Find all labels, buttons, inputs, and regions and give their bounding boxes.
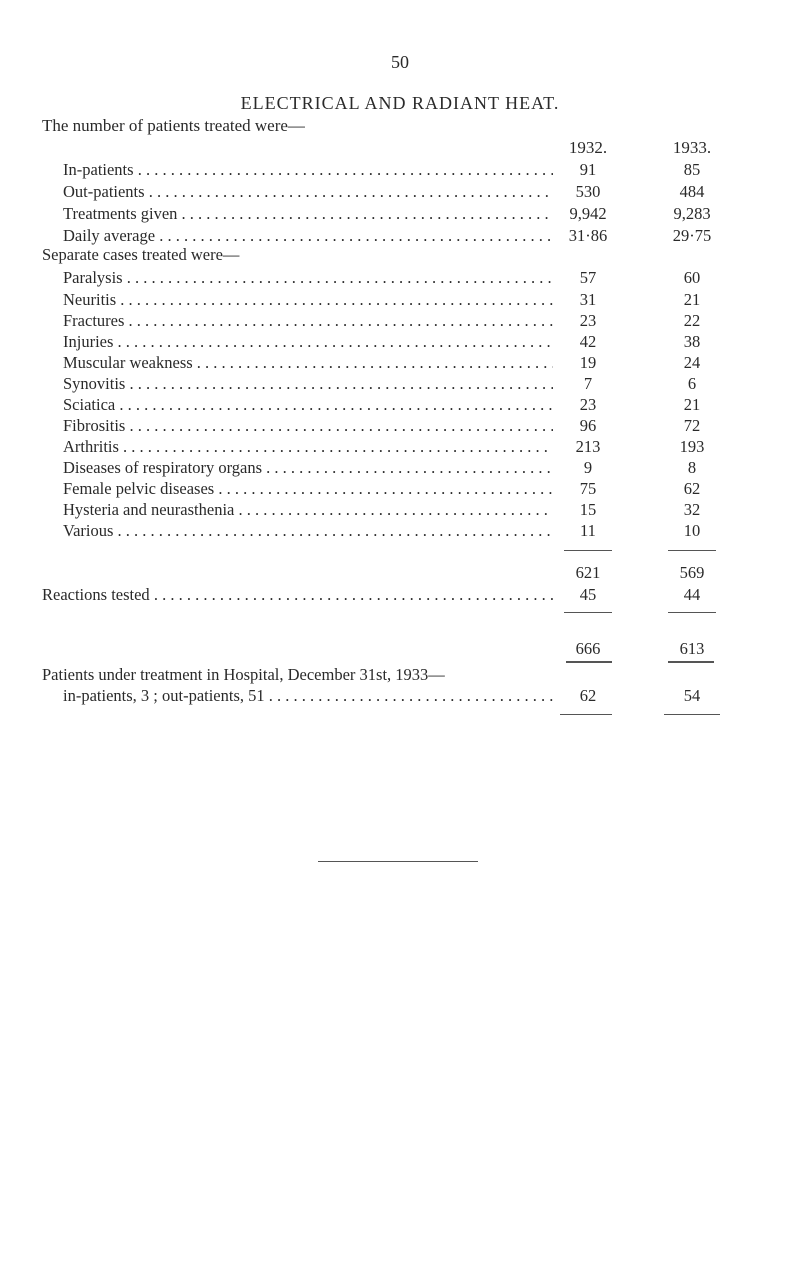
table-row [63, 500, 723, 520]
value-1932: 19 [579, 353, 597, 372]
total-rule-1933 [668, 612, 716, 613]
value-1932: 42 [579, 332, 597, 351]
table-row [63, 521, 723, 541]
value-1933: 6 [687, 374, 697, 393]
value-1933: 8 [687, 458, 697, 477]
value-1932: 91 [579, 160, 597, 179]
table-row [63, 332, 723, 352]
table-row [63, 437, 723, 457]
value-1933: 10 [683, 521, 701, 540]
value-1933: 24 [683, 353, 701, 372]
total-row [63, 639, 723, 659]
value-1933: 72 [683, 416, 701, 435]
table-row [63, 479, 723, 499]
row-label: Reactions tested . . . [42, 585, 553, 605]
value-1932: 15 [579, 500, 597, 519]
value-1932: 530 [575, 182, 601, 201]
row-label: Female pelvic diseases . . . [63, 479, 553, 499]
double-rule-1933 [668, 661, 714, 663]
closing-rule [318, 861, 478, 862]
row-label: Various . . . [63, 521, 553, 541]
table-row [63, 458, 723, 478]
table-row [63, 182, 723, 202]
reactions-row [42, 585, 723, 605]
value-1933: 9,283 [673, 204, 711, 223]
value-1932: 9,942 [569, 204, 607, 223]
row-label: Paralysis . . . [63, 268, 553, 288]
value-1932: 96 [579, 416, 597, 435]
value-1932: 23 [579, 311, 597, 330]
double-rule-1932 [566, 661, 612, 663]
row-label: Treatments given . . . [63, 204, 553, 224]
row-label: Injuries . . . [63, 332, 553, 352]
value-1932: 9 [583, 458, 593, 477]
total-1932: 666 [575, 639, 601, 658]
value-1933: 21 [683, 395, 701, 414]
section-label: Separate cases treated were— [42, 245, 240, 264]
footer-row [63, 686, 723, 706]
table-row [63, 204, 723, 224]
table-row [63, 160, 723, 180]
value-1932: 75 [579, 479, 597, 498]
value-1933: 85 [683, 160, 701, 179]
value-1932: 213 [575, 437, 601, 456]
value-1933: 44 [683, 585, 701, 604]
value-1932: 11 [580, 521, 596, 540]
value-1933: 29·75 [672, 226, 712, 245]
subtotal-1933: 569 [679, 563, 705, 582]
subtotal-row [63, 563, 723, 583]
table-row [63, 416, 723, 436]
row-label: Diseases of respiratory organs . . . [63, 458, 553, 478]
value-1932: 7 [583, 374, 593, 393]
value-1932: 45 [579, 585, 597, 604]
value-1933: 32 [683, 500, 701, 519]
table-row [63, 268, 723, 288]
table-row [63, 374, 723, 394]
footer-rule-1932 [560, 714, 612, 715]
row-label: Arthritis . . . [63, 437, 553, 457]
row-label: Fractures . . . [63, 311, 553, 331]
value-1933: 38 [683, 332, 701, 351]
table-row [63, 395, 723, 415]
subtotal-1932: 621 [575, 563, 601, 582]
subtotal-rule-1933 [668, 550, 716, 551]
intro-text: The number of patients treated were— [42, 116, 305, 135]
row-label: Synovitis . . . [63, 374, 553, 394]
value-1933: 22 [683, 311, 701, 330]
value-1933: 484 [679, 182, 705, 201]
row-label: In-patients . . . [63, 160, 553, 180]
year-header-1932: 1932. [568, 138, 608, 157]
value-1932: 31·86 [568, 226, 608, 245]
footer-text-line2: in-patients, 3 ; out-patients, 51 . . . [63, 686, 553, 706]
table-row [63, 226, 723, 246]
footer-text-line1: Patients under treatment in Hospital, December 31st, 1933— [42, 665, 445, 684]
value-1933: 21 [683, 290, 701, 309]
row-label: Daily average . . . [63, 226, 553, 246]
row-label: Neuritis . . . [63, 290, 553, 310]
value-1932: 23 [579, 395, 597, 414]
year-header-1933: 1933. [672, 138, 712, 157]
row-label: Out-patients . . . [63, 182, 553, 202]
footer-1932: 62 [579, 686, 597, 705]
row-label: Fibrositis . . . [63, 416, 553, 436]
value-1932: 31 [579, 290, 597, 309]
page-number: 50 [391, 52, 409, 72]
table-row [63, 353, 723, 373]
total-1933: 613 [679, 639, 705, 658]
value-1933: 62 [683, 479, 701, 498]
value-1933: 60 [683, 268, 701, 287]
page-title: ELECTRICAL AND RADIANT HEAT. [240, 93, 560, 113]
table-row [63, 311, 723, 331]
footer-1933: 54 [683, 686, 701, 705]
subtotal-rule-1932 [564, 550, 612, 551]
row-label: Hysteria and neurasthenia . . . [63, 500, 553, 520]
total-rule-1932 [564, 612, 612, 613]
row-label: Muscular weakness . . . [63, 353, 553, 373]
value-1933: 193 [679, 437, 705, 456]
footer-rule-1933 [664, 714, 720, 715]
row-label: Sciatica . . . [63, 395, 553, 415]
table-row [63, 290, 723, 310]
value-1932: 57 [579, 268, 597, 287]
